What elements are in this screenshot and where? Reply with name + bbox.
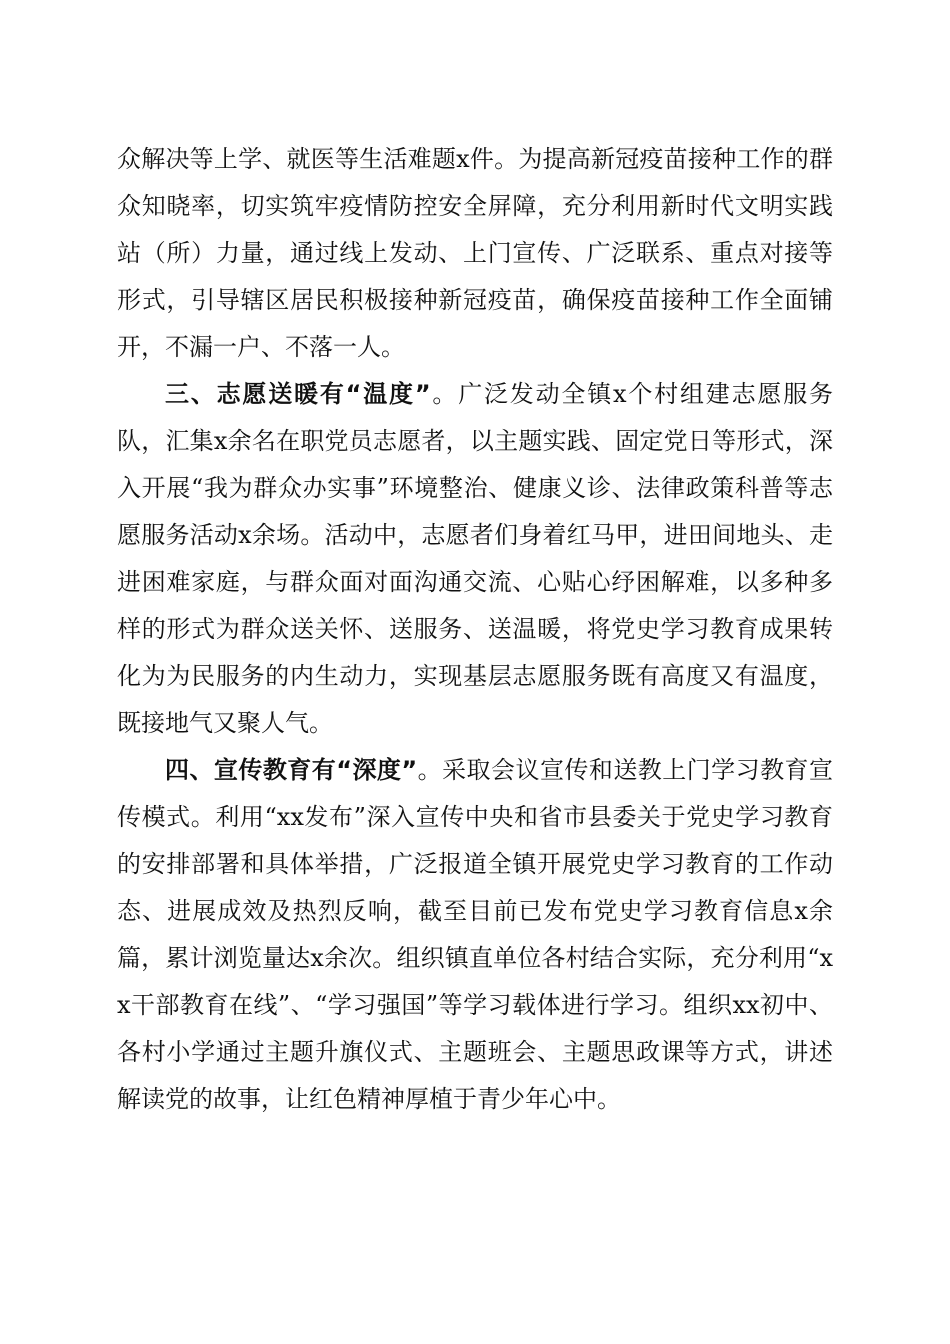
section-4-heading: 四、宣传教育有“深度”: [165, 756, 418, 784]
section-3-body: 。广泛发动全镇x个村组建志愿服务队，汇集x余名在职党员志愿者，以主题实践、固定党日等形式，深入开展“我为群众办实事”环境整治、健康义诊、法律政策科普等志愿服务活动x余场。活动中，志愿者们身着红马甲，进田间地头、走进困难家庭，与群众面对面沟通交流、心贴心纾困解难，以多种多样的形式为群众送关怀、送服务、送温暖，将党史学习教育成果转化为为民服务的内生动力，实现基层志愿服务既有高度又有温度，既接地气又聚人气。: [117, 380, 833, 737]
section-4-paragraph: [117, 747, 833, 1123]
section-4-body: 。采取会议宣传和送教上门学习教育宣传模式。利用“xx发布”深入宣传中央和省市县委关于党史学习教育的安排部署和具体举措，广泛报道全镇开展党史学习教育的工作动态、进展成效及热烈反响，截至目前已发布党史学习教育信息x余篇，累计浏览量达x余次。组织镇直单位各村结合实际，充分利用“xx干部教育在线”、“学习强国”等学习载体进行学习。组织xx初中、各村小学通过主题升旗仪式、主题班会、主题思政课等方式，讲述解读党的故事，让红色精神厚植于青少年心中。: [117, 756, 834, 1113]
section-3-paragraph: [117, 371, 833, 747]
section-3-heading: 三、志愿送暖有“温度”: [165, 380, 431, 408]
paragraph-continued: 众解决等上学、就医等生活难题x件。为提高新冠疫苗接种工作的群众知晓率，切实筑牢疫情防控安全屏障，充分利用新时代文明实践站（所）力量，通过线上发动、上门宣传、广泛联系、重点对接等形式，引导辖区居民积极接种新冠疫苗，确保疫苗接种工作全面铺开，不漏一户、不落一人。: [117, 145, 833, 361]
document-body: [117, 136, 833, 1123]
